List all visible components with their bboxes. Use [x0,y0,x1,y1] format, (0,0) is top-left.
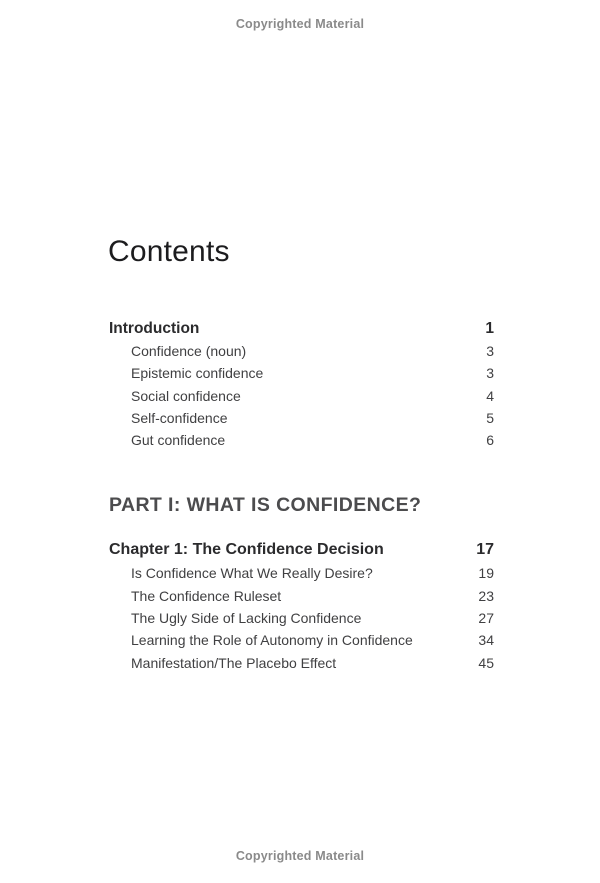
toc-entry [109,629,494,651]
toc-section-chapter-1 [109,538,494,562]
toc-page-number: 4 [486,387,494,404]
copyright-notice-top: Copyrighted Material [235,17,365,31]
toc-entry-label: Is Confidence What We Really Desire? [131,565,373,582]
toc-page-number: 3 [486,343,494,359]
table-of-contents [109,317,494,674]
toc-part-heading: PART I: WHAT IS CONFIDENCE? [109,494,422,517]
toc-entry [109,652,494,674]
toc-entry-label: Confidence (noun) [131,343,247,359]
toc-entry-label: The Confidence Ruleset [131,587,282,604]
toc-entry-label: Epistemic confidence [131,365,264,382]
toc-entry-label: Self-confidence [131,409,228,426]
page-title: Contents [108,235,230,269]
toc-entry [109,585,494,607]
toc-entry [109,385,494,407]
copyright-notice-bottom: Copyrighted Material [235,849,365,863]
toc-entry-label: The Ugly Side of Lacking Confidence [131,610,362,627]
toc-section-introduction [109,317,494,340]
toc-entry-label: Social confidence [131,387,241,404]
toc-entry-label: Learning the Role of Autonomy in Confidence [131,632,413,649]
toc-section-title: Introduction [109,320,200,337]
toc-entry [109,562,494,584]
toc-page-number: 19 [478,565,494,582]
toc-chapter-title: Chapter 1: The Confidence Decision [109,541,384,559]
toc-entry [109,607,494,629]
toc-entry [109,429,494,451]
toc-entry [109,407,494,429]
toc-page-number: 6 [486,432,494,449]
toc-page-number: 5 [486,409,494,426]
toc-page-number: 3 [486,365,494,382]
toc-entry [109,340,494,362]
toc-entry-label: Manifestation/The Placebo Effect [131,654,337,671]
toc-page-number: 23 [478,587,494,604]
toc-page-number: 27 [478,610,494,627]
toc-entry [109,362,494,384]
toc-page-number: 17 [476,541,494,559]
toc-entry-label: Gut confidence [131,432,226,449]
toc-page-number: 34 [478,632,494,649]
toc-page-number: 1 [485,320,494,337]
toc-page-number: 45 [478,654,494,671]
